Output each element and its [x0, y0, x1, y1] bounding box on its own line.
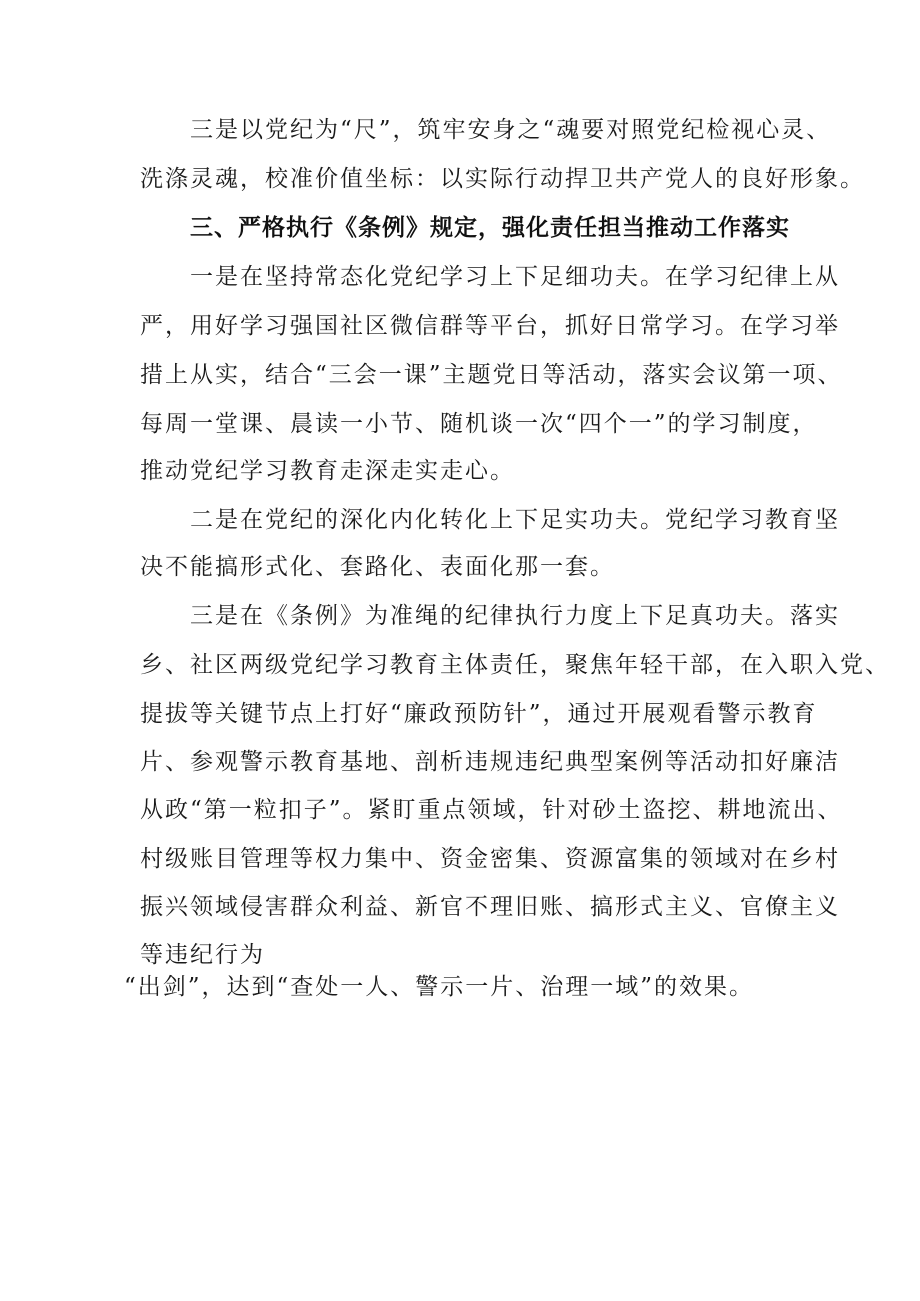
- text-line-10: 决不能搞形式化、套路化、表面化那一套。: [140, 554, 615, 580]
- text-line-14: 片、参观警示教育基地、剖析违规违纪典型案例等活动扣好廉洁: [140, 749, 840, 775]
- text-line-18: 等违纪行为: [140, 942, 265, 968]
- text-line-12: 乡、社区两级党纪学习教育主体责任，聚焦年轻干部，在入职入党、: [140, 652, 890, 678]
- text-line-8: 推动党纪学习教育走深走实走心。: [140, 458, 515, 484]
- section-heading: 三、严格执行《条例》规定，强化责任担当推动工作落实: [190, 214, 790, 241]
- text-line-2: 洗涤灵魂，校准价值坐标：以实际行动捍卫共产党人的良好形象。: [140, 166, 865, 192]
- text-line-5: 严，用好学习强国社区微信群等平台，抓好日常学习。在学习举: [140, 313, 840, 339]
- text-line-13: 提拔等关键节点上打好“廉政预防针”，通过开展观看警示教育: [140, 701, 818, 727]
- text-line-1: 三是以党纪为“尺”，筑牢安身之“魂要对照党纪检视心灵、: [190, 117, 832, 143]
- text-line-6: 措上从实，结合“三会一课”主题党日等活动，落实会议第一项、: [140, 362, 843, 388]
- text-line-19: “出剑”，达到“查处一人、警示一片、治理一域”的效果。: [124, 974, 755, 1000]
- text-line-9: 二是在党纪的深化内化转化上下足实功夫。党纪学习教育坚: [190, 507, 840, 533]
- text-line-16: 村级账目管理等权力集中、资金密集、资源富集的领域对在乡村: [140, 846, 840, 872]
- text-line-4: 一是在坚持常态化党纪学习上下足细功夫。在学习纪律上从: [190, 264, 840, 290]
- text-line-11: 三是在《条例》为准绳的纪律执行力度上下足真功夫。落实: [190, 603, 840, 629]
- text-line-17: 振兴领域侵害群众利益、新官不理旧账、搞形式主义、官僚主义: [140, 894, 840, 920]
- text-line-7: 每周一堂课、晨读一小节、随机谈一次“四个一”的学习制度，: [140, 411, 818, 437]
- text-line-15: 从政“第一粒扣子”。紧盯重点领域，针对砂土盗挖、耕地流出、: [140, 797, 843, 823]
